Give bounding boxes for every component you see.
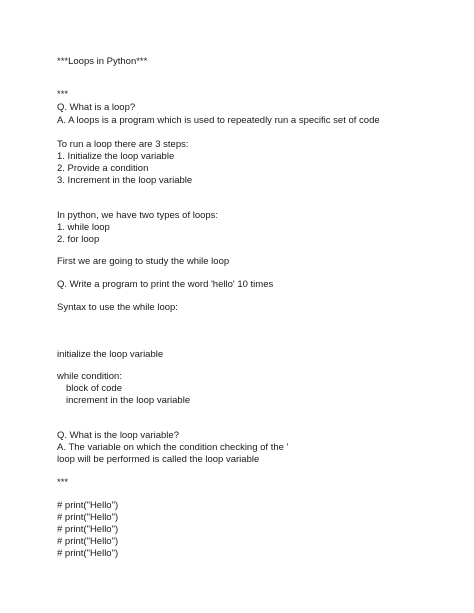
syntax-while-condition: while condition: [57,371,122,382]
answer-what-is-loop: A. A loops is a program which is used to repeatedly run a specific set of code [57,115,380,126]
question-loop-variable: Q. What is the loop variable? [57,430,179,441]
syntax-increment: increment in the loop variable [66,395,191,406]
syntax-initialize: initialize the loop variable [57,349,164,360]
code-comment-line: # print("Hello") [57,512,119,523]
question-what-is-loop: Q. What is a loop? [57,102,136,113]
syntax-heading: Syntax to use the while loop: [57,302,178,313]
step-item-1: 1. Initialize the loop variable [57,151,175,162]
docstring-close: *** [57,477,69,488]
steps-intro: To run a loop there are 3 steps: [57,139,189,150]
docstring-open: *** [57,89,69,100]
code-comment-line: # print("Hello") [57,500,119,511]
loop-type-while: 1. while loop [57,222,110,233]
loop-types-intro: In python, we have two types of loops: [57,210,219,221]
question-print-hello: Q. Write a program to print the word 'hello' 10 times [57,279,274,290]
code-comment-line: # print("Hello") [57,524,119,535]
code-comment-line: # print("Hello") [57,548,119,559]
study-while-line: First we are going to study the while loop [57,256,230,267]
step-item-3: 3. Increment in the loop variable [57,175,193,186]
syntax-block-of-code: block of code [66,383,122,394]
answer-loop-variable-line-2: loop will be performed is called the loop variable [57,454,260,465]
loop-type-for: 2. for loop [57,234,100,245]
document-title: ***Loops in Python*** [57,56,148,67]
step-item-2: 2. Provide a condition [57,163,149,174]
answer-loop-variable-line-1: A. The variable on which the condition checking of the ' [57,442,289,453]
code-comment-line: # print("Hello") [57,536,119,547]
